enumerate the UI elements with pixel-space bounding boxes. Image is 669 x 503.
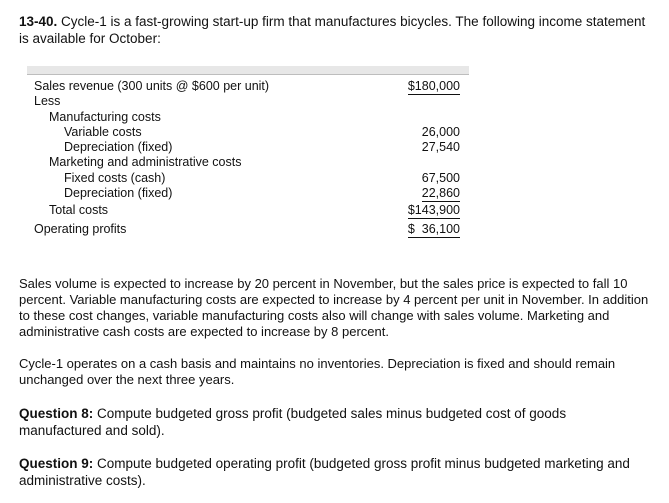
question-8-text: Compute budgeted gross profit (budgeted sales minus budgeted cost of goods manufactured and sold). (19, 406, 567, 438)
label-manufacturing: Manufacturing costs (49, 110, 161, 124)
row-depreciation-fixed-2 (27, 186, 469, 201)
amount-depreciation-fixed-2: 22,860 (421, 186, 460, 200)
amount-operating-profits: $ 36,100 (407, 222, 460, 236)
question-9-text: Compute budgeted operating profit (budgeted gross profit minus budgeted marketing and administrative costs). (19, 456, 630, 488)
row-sales (27, 79, 469, 94)
label-fixed-cash: Fixed costs (cash) (64, 171, 166, 185)
row-variable (27, 125, 469, 140)
label-variable: Variable costs (64, 125, 142, 139)
row-depreciation-fixed (27, 140, 469, 155)
label-depreciation-fixed: Depreciation (fixed) (64, 140, 173, 154)
income-statement (27, 75, 469, 240)
row-less (27, 94, 469, 109)
row-fixed-cash (27, 171, 469, 186)
label-depreciation-fixed-2: Depreciation (fixed) (64, 186, 173, 200)
question-8-label: Question 8: (19, 406, 94, 421)
label-sales: Sales revenue (300 units @ $600 per unit) (34, 79, 270, 93)
question-9 (19, 455, 649, 489)
paragraph-cash-basis: Cycle-1 operates on a cash basis and maintains no inventories. Depreciation is fixed and should remain unchanged over the next three years. (19, 356, 616, 387)
amount-depreciation-fixed: 27,540 (421, 140, 460, 154)
problem-statement (19, 13, 649, 47)
question-9-label: Question 9: (19, 456, 94, 471)
label-total-costs: Total costs (49, 203, 109, 217)
row-total-costs (27, 203, 469, 218)
problem-number: 13-40. (19, 14, 58, 29)
label-marketing: Marketing and administrative costs (49, 155, 242, 169)
question-8 (19, 405, 649, 439)
amount-total-costs: $143,900 (407, 203, 460, 217)
row-operating-profits (27, 222, 469, 237)
label-operating-profits: Operating profits (34, 222, 127, 236)
row-marketing (27, 155, 469, 170)
problem-intro: Cycle-1 is a fast-growing start-up firm that manufactures bicycles. The following income statement is available for October: (19, 14, 646, 46)
amount-sales: $180,000 (407, 79, 460, 93)
paragraph-forecast: Sales volume is expected to increase by 20 percent in November, but the sales price is expected to fall 10 percent. Variable manufacturing costs are expected to increase by 4 percent per unit in November. In addition to these cost changes, variable manufacturing costs also will change with sales volume. Marketing and administrative cash costs are expected to increase by 8 percent. (19, 276, 649, 339)
label-less: Less (34, 94, 61, 108)
amount-fixed-cash: 67,500 (421, 171, 460, 185)
amount-variable: 26,000 (421, 125, 460, 139)
row-manufacturing (27, 110, 469, 125)
